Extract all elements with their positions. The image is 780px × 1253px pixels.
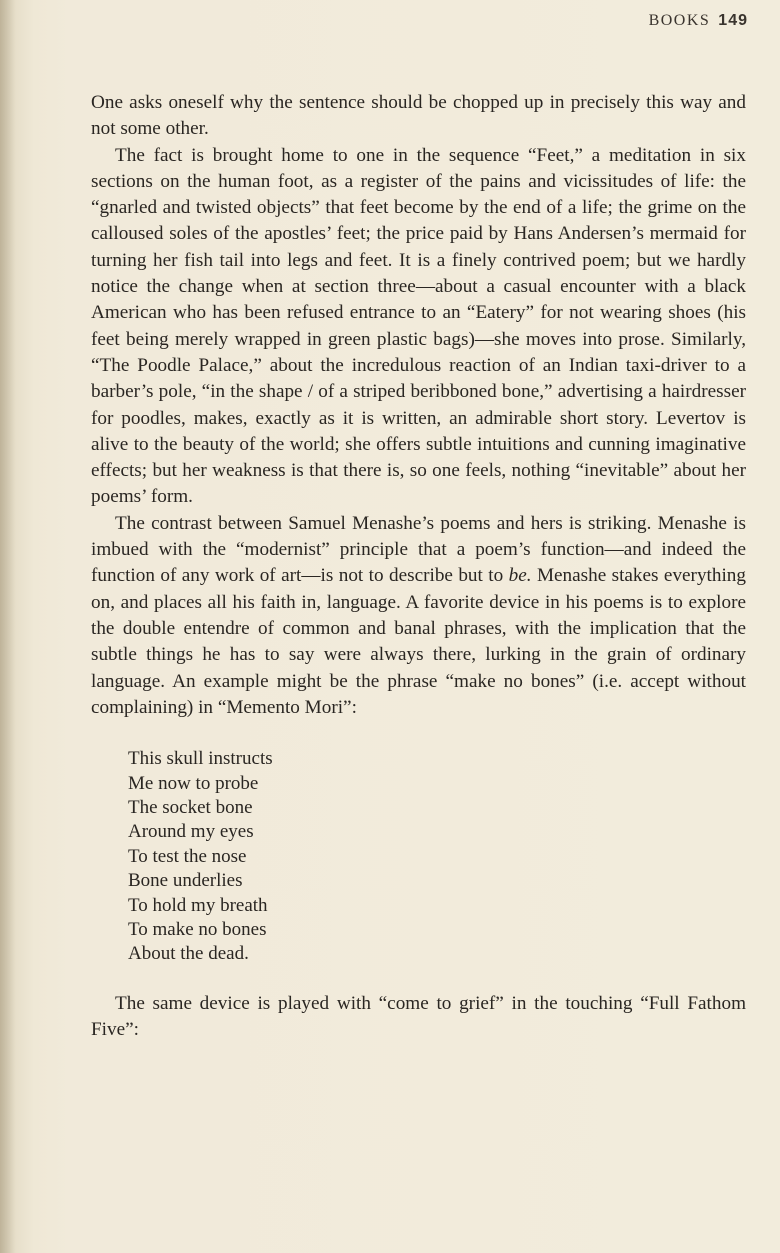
section-title: BOOKS: [648, 12, 711, 29]
poem-line: About the dead.: [128, 943, 249, 965]
running-head: [649, 12, 748, 30]
binding-shadow: [0, 0, 16, 1253]
page-number: 149: [718, 12, 748, 29]
poem-line: The socket bone: [128, 796, 253, 818]
poem-line: Around my eyes: [128, 821, 254, 843]
paragraph-1: One asks oneself why the sentence should be chopped up in precisely this way and not some other.: [91, 92, 746, 140]
poem-line: This skull instructs: [128, 748, 273, 770]
paragraph-4: The same device is played with “come to grief” in the touching “Full Fathom Five”:: [91, 992, 746, 1041]
poem-line: Me now to probe: [128, 772, 259, 794]
poem-line: Bone underlies: [128, 870, 243, 892]
paragraph-3-emphasis: be.: [508, 565, 532, 587]
poem-line: To hold my breath: [128, 894, 268, 916]
poem-excerpt: [128, 747, 746, 967]
paragraph-3-part-2: Menashe stakes everything on, and places all his faith in, language. A favorite device in his poems is to explore the double entendre of common and banal phrases, with the implication that the subtle things he has to say were always there, lurking in the grain of ordinary language. An example might be the phrase “make no bones” (i.e. accept without complaining) in “Memento Mori”:: [91, 565, 746, 718]
poem-line: To test the nose: [128, 845, 247, 867]
paragraph-3-part-1: The contrast between Samuel Menashe’s poems and hers is striking. Menashe is imbued with the “modernist” principle that a poem’s function—and indeed the function of any work of art—is not to describe but to: [91, 512, 746, 587]
paragraph-3: [91, 511, 746, 721]
body-text: [91, 90, 746, 1043]
poem-line: To make no bones: [128, 918, 267, 940]
paragraph-2: The fact is brought home to one in the sequence “Feet,” a meditation in six sections on the human foot, as a register of the pains and vicissitudes of life: the “gnarled and twisted objects” that feet become by the end of a life; the grime on the calloused soles of the apostles’ feet; the price paid by Hans Andersen’s mermaid for turning her fish tail into legs and feet. It is a finely contrived poem; but we hardly notice the change when at section three—about a casual encounter with a black American who has been refused entrance to an “Eatery” for not wearing shoes (his feet being merely wrapped in green plastic bags)—she moves into prose. Similarly, “The Poodle Palace,” about the incredulous reaction of an Indian taxi-driver to a barber’s pole, “in the shape / of a striped beribboned bone,” advertising a hairdresser for poodles, makes, exactly as it is written, an admirable short story. Levertov is alive to the beauty of the world; she offers subtle intuitions and cunning imaginative effects; but her weakness is that there is, so one feels, nothing “inevitable” about her poems’ form.: [91, 144, 746, 508]
